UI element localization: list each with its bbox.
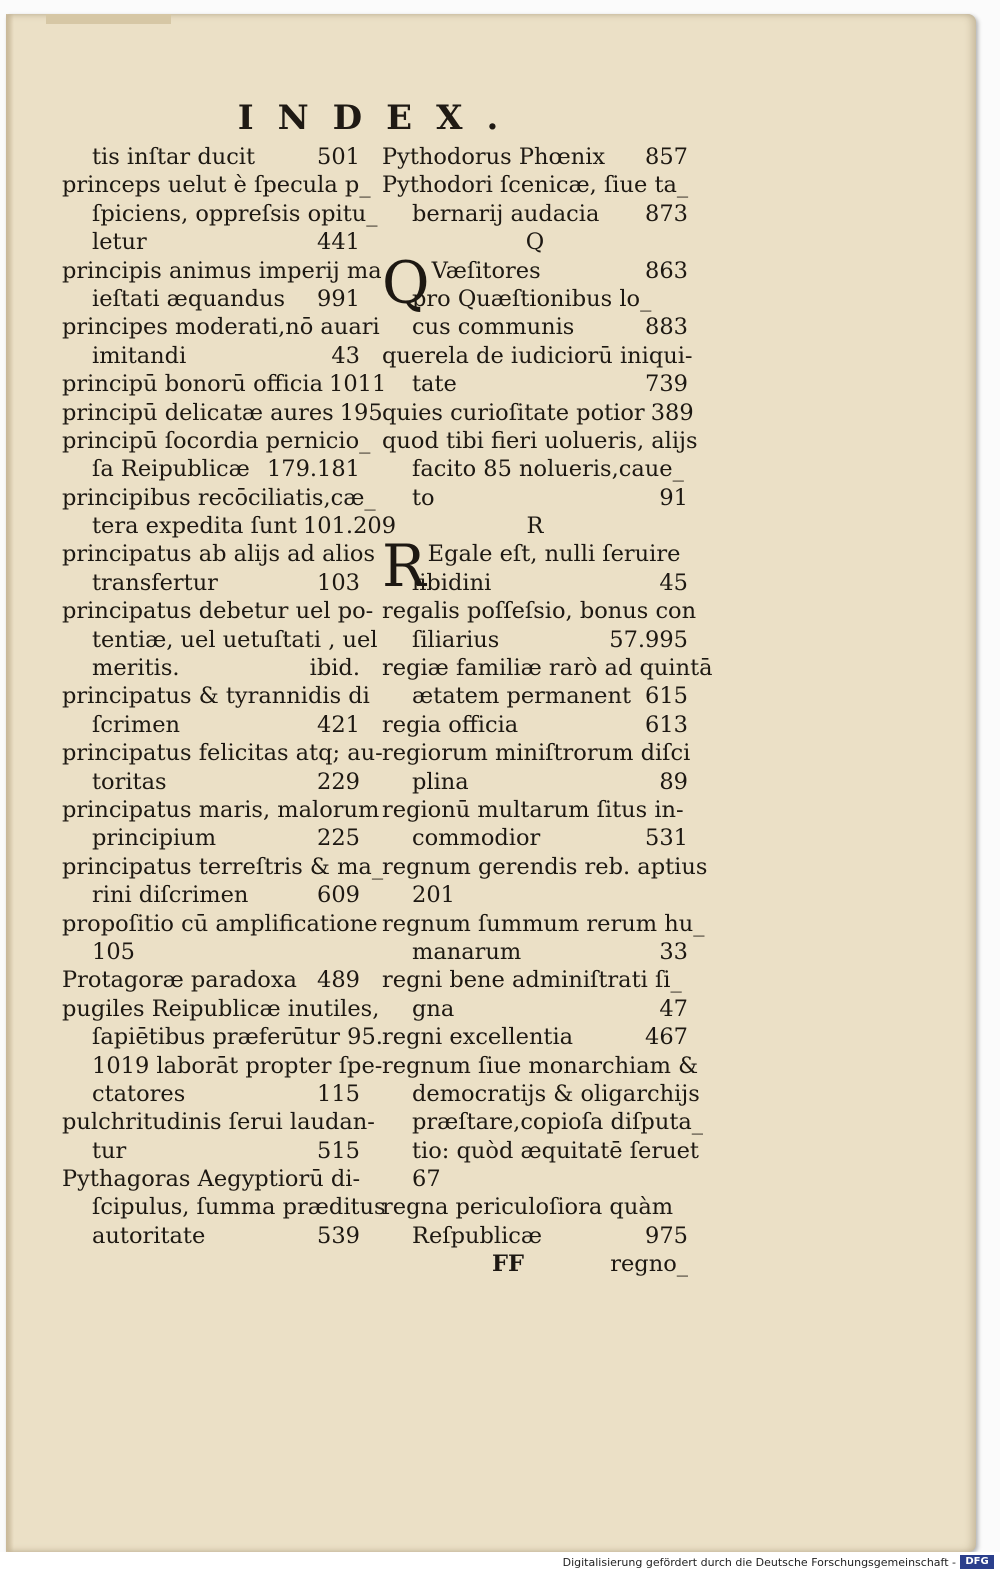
- index-entry-line: [382, 1193, 688, 1221]
- index-entry-line: [382, 399, 694, 427]
- index-entry-text: principatus & tyrannidis di: [62, 683, 370, 710]
- index-entry-line: [62, 228, 360, 256]
- index-entry-line: [382, 597, 697, 625]
- section-letter-text: Q: [525, 229, 545, 256]
- index-entry-line: [62, 853, 384, 881]
- index-entry-line: [382, 313, 688, 341]
- index-column-left: [62, 143, 397, 1250]
- index-entry-text: princeps uelut è ſpecula p_: [62, 172, 371, 199]
- index-entry-line: [382, 1165, 688, 1193]
- index-entry-line: [62, 399, 383, 427]
- index-section-letter: [382, 512, 688, 540]
- index-entry-line: [62, 342, 360, 370]
- index-entry-text: 1019 laborāt propter ſpe-: [92, 1052, 383, 1079]
- index-entry-text: regnum ſummum rerum hu_: [382, 910, 705, 937]
- index-entry-line: [382, 966, 688, 994]
- page-reference: 43: [331, 342, 360, 369]
- page-reference: 515: [317, 1137, 360, 1164]
- index-entry-text: ieſtati æquandus: [92, 285, 286, 312]
- index-entry-text: Egale eſt, nulli ſeruire: [427, 541, 681, 568]
- index-entry-text: tentiæ, uel uetuſtati , uel: [92, 626, 378, 653]
- index-entry-line: [62, 455, 360, 483]
- page-reference: 89: [659, 768, 688, 795]
- page-reference: 441: [317, 229, 360, 256]
- index-entry-text: principatus ab alijs ad alios: [62, 541, 376, 568]
- index-entry-text: pugiles Reipublicæ inutiles,: [62, 995, 380, 1022]
- index-entry-text: pulchritudinis ſerui laudan-: [62, 1109, 375, 1136]
- index-entry-line: [62, 597, 374, 625]
- index-entry-text: tur: [92, 1137, 127, 1164]
- index-entry-text: regiæ familiæ rarò ad quintā: [382, 655, 713, 682]
- page-reference: 609: [317, 882, 360, 909]
- page-reference: 857: [645, 144, 688, 170]
- index-entry-line: [62, 1193, 386, 1221]
- index-entry-line: [382, 1052, 699, 1080]
- dfg-logo: DFG: [960, 1555, 994, 1569]
- index-entry-text: principium: [92, 825, 217, 852]
- index-entry-line: [382, 171, 688, 199]
- index-entry-line: [62, 824, 360, 852]
- index-entry-line: [382, 711, 688, 739]
- index-entry-line: [382, 427, 698, 455]
- index-entry-line: [62, 200, 378, 228]
- page-reference: ibid.: [309, 655, 360, 682]
- index-entry-line: [62, 1108, 375, 1136]
- index-entry-line: [382, 739, 691, 767]
- index-entry-text: 201: [412, 882, 455, 909]
- index-entry-line: [62, 1222, 360, 1250]
- index-entry-line: [62, 1165, 360, 1193]
- index-entry-text: principes moderati,nō auari: [62, 314, 380, 341]
- index-entry-text: Pythagoras Aegyptiorū di-: [62, 1166, 361, 1193]
- index-entry-text: autoritate: [92, 1222, 206, 1249]
- index-entry-line: [62, 1023, 383, 1051]
- index-entry-line: [62, 171, 371, 199]
- page-top-tab: [46, 14, 171, 24]
- index-entry-line: [382, 1023, 688, 1051]
- index-entry-text: rini diſcrimen: [92, 882, 249, 909]
- page-reference: regno_: [610, 1251, 688, 1278]
- page-reference: 531: [645, 825, 688, 852]
- index-entry-text: ætatem permanent: [412, 683, 632, 710]
- index-entry-text: plina: [412, 768, 469, 795]
- page-reference: 229: [317, 768, 360, 795]
- index-entry-line: [382, 938, 688, 966]
- index-entry-line: [382, 143, 688, 171]
- page-reference: 421: [317, 711, 360, 738]
- index-entry-line: [62, 143, 360, 171]
- index-entry-line: [382, 824, 688, 852]
- index-entry-text: Reſpublicæ: [412, 1222, 543, 1249]
- index-entry-text: democratijs & oligarchijs: [412, 1080, 700, 1107]
- index-entry-line: [382, 654, 713, 682]
- page-reference: 101.209: [302, 513, 397, 540]
- index-entry-line: [382, 682, 688, 710]
- index-entry-text: regia officia: [382, 711, 519, 738]
- page-reference: 613: [645, 711, 688, 738]
- page-reference: 47: [659, 995, 688, 1022]
- index-entry-line: [62, 313, 380, 341]
- page-reference: 33: [659, 938, 688, 965]
- page-reference: 739: [645, 371, 688, 398]
- page-reference: 501: [317, 144, 360, 170]
- index-entry-line: [382, 1137, 699, 1165]
- page-reference: 1011: [329, 371, 387, 398]
- index-entry-text: regionū multarum ſitus in-: [382, 796, 684, 823]
- index-entry-text: to: [412, 484, 435, 511]
- index-entry-text: Pythodorus Phœnix: [382, 144, 606, 170]
- index-entry-line: [382, 484, 688, 512]
- index-entry-line: [62, 739, 383, 767]
- index-entry-text: præſtare,copioſa diſputa_: [412, 1109, 704, 1136]
- index-entry-line: [62, 910, 378, 938]
- index-entry-text: principis animus imperij ma: [62, 257, 382, 284]
- funding-note: Digitalisierung gefördert durch die Deutsche Forschungsgemeinschaft -: [562, 1556, 956, 1569]
- index-entry-text: principū bonorū officia: [62, 371, 324, 398]
- index-entry-line: [62, 540, 376, 568]
- page-reference: 615: [645, 683, 688, 710]
- index-entry-line: [62, 881, 360, 909]
- index-entry-line: [382, 1222, 688, 1250]
- index-entry-text: ſcrimen: [92, 711, 181, 738]
- index-entry-text: ſa Reipublicæ: [92, 456, 250, 483]
- page-header-index: INDEX.: [237, 98, 523, 138]
- index-entry-line: [62, 569, 360, 597]
- index-entry-line: [62, 995, 380, 1023]
- index-entry-line: [382, 569, 688, 597]
- index-entry-line: [62, 1080, 360, 1108]
- index-entry-text: propoſitio cū amplificatione: [62, 910, 378, 937]
- index-entry-text: regni bene adminiſtrati ſi_: [382, 967, 682, 994]
- index-entry-text: principū delicatæ aures: [62, 399, 334, 426]
- index-entry-text: principatus debetur uel po-: [62, 598, 374, 625]
- index-entry-line: [62, 484, 376, 512]
- drop-capital: Q: [382, 248, 430, 317]
- page-reference: 467: [645, 1024, 688, 1051]
- index-entry-text: libidini: [412, 569, 492, 596]
- index-entry-text: letur: [92, 229, 147, 256]
- page-reference: 863: [645, 257, 688, 284]
- page-reference: 195: [339, 399, 383, 426]
- index-entry-text: principibus recōciliatis,cæ_: [62, 484, 376, 511]
- index-entry-line: [382, 881, 688, 909]
- index-entry-text: regiorum miniſtrorum diſci: [382, 740, 691, 767]
- index-entry-line: [382, 200, 688, 228]
- index-entry-line: [62, 682, 370, 710]
- index-entry-line: [62, 257, 382, 285]
- index-entry-line: [382, 1250, 688, 1278]
- index-entry-text: meritis.: [92, 655, 180, 682]
- index-entry-text: FF: [492, 1251, 524, 1278]
- index-entry-text: regni excellentia: [382, 1024, 574, 1051]
- page-reference: 179.181: [266, 456, 360, 483]
- index-entry-text: ctatores: [92, 1080, 186, 1107]
- index-entry-text: principū ſocordia pernicio_: [62, 427, 371, 454]
- index-entry-text: tera expedita ſunt: [92, 513, 297, 540]
- index-entry-text: querela de iudiciorū iniqui-: [382, 342, 693, 369]
- index-entry-text: 67: [412, 1166, 441, 1193]
- index-entry-text: regalis poſſeſsio, bonus con: [382, 598, 697, 625]
- index-entry-text: 105: [92, 938, 135, 965]
- index-entry-line: [382, 342, 693, 370]
- index-entry-line: [382, 626, 688, 654]
- index-entry-text: toritas: [92, 768, 167, 795]
- index-entry-text: tio: quòd æquitatē ſeruet: [412, 1137, 699, 1164]
- page-reference: 57.995: [609, 626, 688, 653]
- index-entry-text: principatus maris, malorum: [62, 796, 380, 823]
- index-entry-line: [382, 853, 708, 881]
- index-entry-text: pro Quæſtionibus lo_: [412, 285, 652, 312]
- index-entry-text: manarum: [412, 938, 522, 965]
- index-entry-line: [62, 711, 360, 739]
- index-entry-text: Væſitores: [431, 257, 541, 284]
- index-entry-text: transfertur: [92, 569, 218, 596]
- page-reference: 489: [317, 967, 360, 994]
- index-entry-text: Pythodori ſcenicæ, ſiue ta_: [382, 172, 689, 199]
- index-entry-text: bernarij audacia: [412, 200, 600, 227]
- page-reference: 975: [645, 1222, 688, 1249]
- page-gutter-shadow: [6, 14, 14, 1552]
- page-reference: 115: [317, 1080, 360, 1107]
- index-entry-line: [382, 285, 688, 313]
- index-entry-text: regna periculoſiora quàm: [382, 1194, 674, 1221]
- index-entry-text: principatus felicitas atq; au-: [62, 740, 383, 767]
- page-reference: 873: [645, 200, 688, 227]
- index-entry-text: commodior: [412, 825, 541, 852]
- index-entry-text: gna: [412, 995, 455, 1022]
- page-reference: 91: [659, 484, 688, 511]
- section-letter-text: R: [526, 513, 544, 540]
- index-entry-line: [62, 370, 387, 398]
- page-reference: 389: [650, 399, 694, 426]
- index-entry-line: [382, 910, 705, 938]
- index-entry-line: [382, 1108, 704, 1136]
- index-entry-line: [62, 512, 397, 540]
- page-reference: 225: [317, 825, 360, 852]
- index-entry-text: quies curioſitate potior: [382, 399, 645, 426]
- index-entry-line: [62, 427, 371, 455]
- index-entry-text: cus communis: [412, 314, 575, 341]
- page-reference: 103: [317, 569, 360, 596]
- index-entry-line: [382, 455, 688, 483]
- index-entry-text: ſcipulus, ſumma præditus: [92, 1194, 386, 1221]
- drop-capital: R: [382, 532, 426, 601]
- index-entry-text: ſapiētibus præferūtur 95.: [92, 1024, 383, 1051]
- page-reference: 991: [317, 285, 360, 312]
- index-entry-text: tate: [412, 371, 457, 398]
- index-entry-text: ſiliarius: [412, 626, 500, 653]
- index-entry-line: [62, 1137, 360, 1165]
- index-entry-line: [382, 796, 688, 824]
- index-entry-line: [62, 285, 360, 313]
- index-entry-line: [62, 966, 360, 994]
- index-entry-line: [62, 1052, 383, 1080]
- index-entry-line: [62, 654, 360, 682]
- page-reference: 45: [659, 569, 688, 596]
- index-entry-line: [62, 938, 360, 966]
- index-entry-line: [382, 768, 688, 796]
- page-reference: 883: [645, 314, 688, 341]
- index-entry-text: tis inſtar ducit: [92, 144, 256, 170]
- index-column-right: [382, 143, 713, 1279]
- index-entry-line: [382, 995, 688, 1023]
- index-entry-line: [62, 626, 378, 654]
- page-reference: 539: [317, 1222, 360, 1249]
- index-entry-text: regnum ſiue monarchiam &: [382, 1052, 699, 1079]
- index-entry-line: [382, 1080, 700, 1108]
- index-entry-line: [382, 370, 688, 398]
- index-entry-line: [62, 768, 360, 796]
- index-entry-text: Protagoræ paradoxa: [62, 967, 297, 994]
- index-entry-text: ſpiciens, oppreſsis opitu_: [92, 200, 378, 227]
- index-entry-text: facito 85 nolueris,caue_: [412, 456, 684, 483]
- index-entry-text: principatus terreſtris & ma_: [62, 853, 384, 880]
- index-entry-text: quod tibi fieri uolueris, alijs: [382, 427, 698, 454]
- index-entry-line: [62, 796, 380, 824]
- index-entry-text: imitandi: [92, 342, 187, 369]
- index-entry-text: regnum gerendis reb. aptius: [382, 853, 708, 880]
